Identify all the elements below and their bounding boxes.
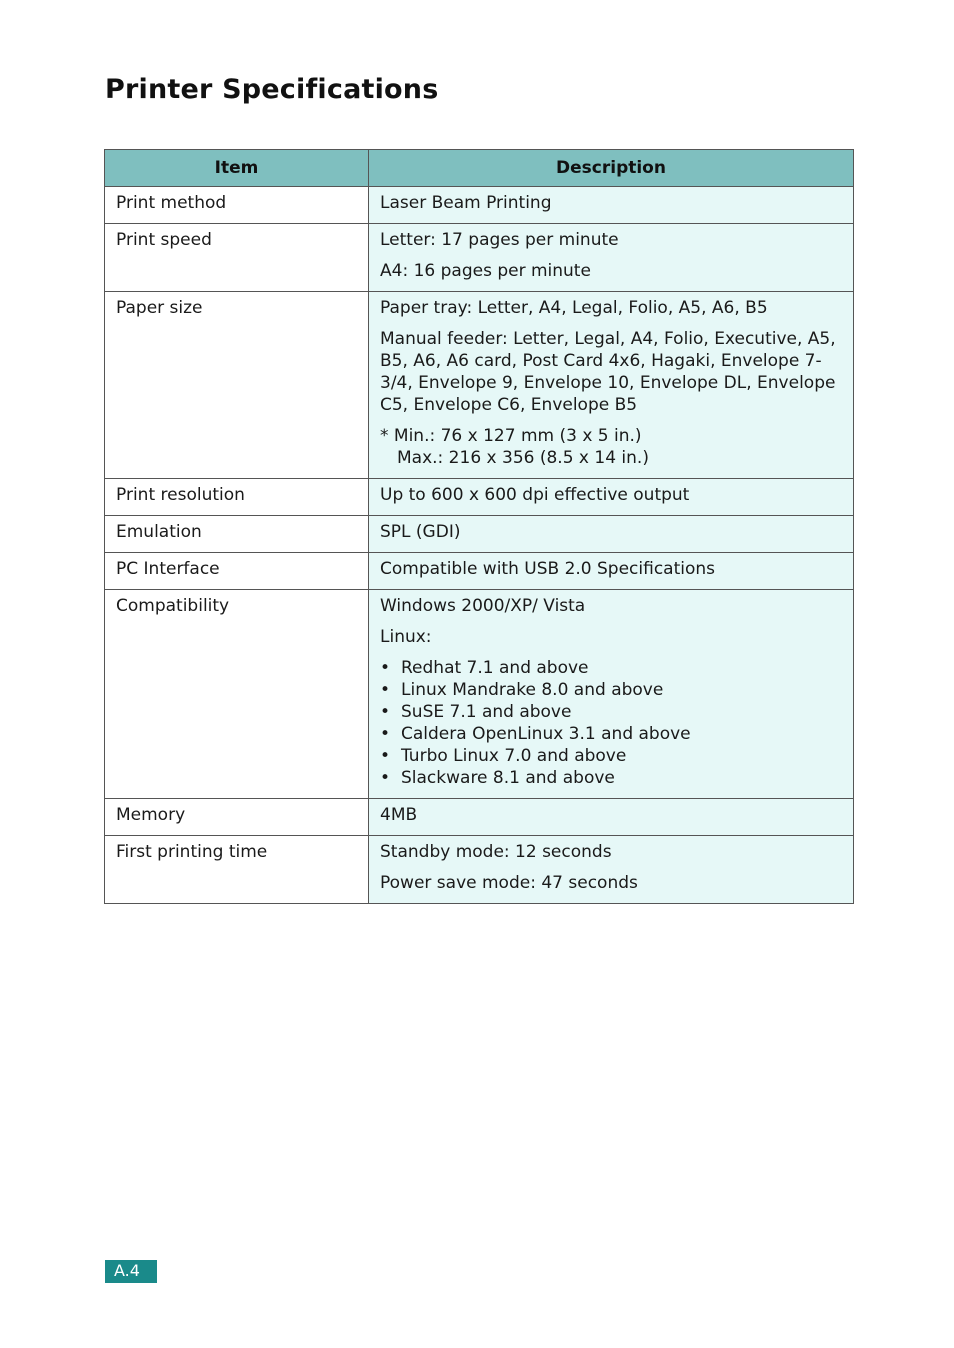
row-desc-paper-size <box>369 292 854 479</box>
note-line: * Min.: 76 x 127 mm (3 x 5 in.) <box>380 426 642 446</box>
row-desc-print-speed <box>369 224 854 292</box>
desc-line: Compatible with USB 2.0 Specifications <box>380 559 716 579</box>
table-row <box>105 224 854 292</box>
linux-list <box>380 657 842 789</box>
table-row <box>105 479 854 516</box>
list-item: • Slackware 8.1 and above <box>380 767 842 789</box>
note-line: Max.: 216 x 356 (8.5 x 14 in.) <box>397 448 649 468</box>
list-item: • Redhat 7.1 and above <box>380 657 842 679</box>
row-desc-emulation <box>369 516 854 553</box>
row-desc-print-method <box>369 187 854 224</box>
table-row <box>105 516 854 553</box>
table-row <box>105 292 854 479</box>
page-title: Printer Specifications <box>105 74 439 105</box>
table-header-row <box>105 150 854 187</box>
row-desc-first-printing-time <box>369 836 854 904</box>
desc-line: Letter: 17 pages per minute <box>380 230 619 250</box>
desc-line: Laser Beam Printing <box>380 193 552 213</box>
desc-line: 4MB <box>380 805 418 825</box>
row-item-paper-size: Paper size <box>105 292 369 479</box>
row-desc-compatibility <box>369 590 854 799</box>
row-desc-pc-interface <box>369 553 854 590</box>
row-item-compatibility: Compatibility <box>105 590 369 799</box>
row-desc-print-resolution <box>369 479 854 516</box>
desc-line: Paper tray: Letter, A4, Legal, Folio, A5, A6, B5 <box>380 298 768 318</box>
page-number-badge: A.4 <box>105 1260 157 1283</box>
list-item: • Turbo Linux 7.0 and above <box>380 745 842 767</box>
desc-line: Windows 2000/XP/ Vista <box>380 596 586 616</box>
table-row <box>105 590 854 799</box>
row-item-print-speed: Print speed <box>105 224 369 292</box>
desc-line: Power save mode: 47 seconds <box>380 873 638 893</box>
desc-line: Up to 600 x 600 dpi effective output <box>380 485 690 505</box>
row-item-memory: Memory <box>105 799 369 836</box>
desc-line: SPL (GDI) <box>380 522 461 542</box>
header-item: Item <box>105 150 369 187</box>
table-row <box>105 799 854 836</box>
row-desc-memory <box>369 799 854 836</box>
desc-line: Manual feeder: Letter, Legal, A4, Folio, Executive, A5, B5, A6, A6 card, Post Card 4x6, Hagaki, Envelope 7-3/4, Envelope 9, Envelope 10, Envelope DL, Envelope C5, Envelope C6, Envelope B5 <box>380 329 836 415</box>
desc-line: Linux: <box>380 627 432 647</box>
desc-line: A4: 16 pages per minute <box>380 261 591 281</box>
row-item-print-method: Print method <box>105 187 369 224</box>
list-item: • Linux Mandrake 8.0 and above <box>380 679 842 701</box>
row-item-emulation: Emulation <box>105 516 369 553</box>
row-item-print-resolution: Print resolution <box>105 479 369 516</box>
table-row <box>105 553 854 590</box>
spec-table <box>104 149 854 904</box>
table-row <box>105 187 854 224</box>
row-item-first-printing-time: First printing time <box>105 836 369 904</box>
list-item: • Caldera OpenLinux 3.1 and above <box>380 723 842 745</box>
header-description: Description <box>369 150 854 187</box>
row-item-pc-interface: PC Interface <box>105 553 369 590</box>
paper-size-note <box>380 425 842 469</box>
table-row <box>105 836 854 904</box>
desc-line: Standby mode: 12 seconds <box>380 842 612 862</box>
list-item: • SuSE 7.1 and above <box>380 701 842 723</box>
